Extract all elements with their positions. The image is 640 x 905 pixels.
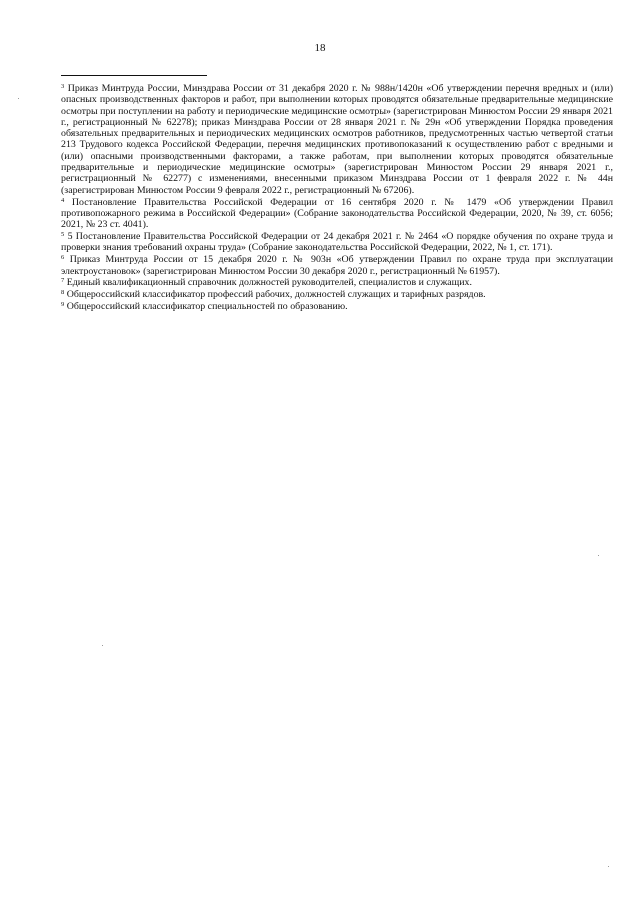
footnote-5 [61, 231, 613, 254]
footnote-9 [61, 301, 613, 312]
footnote-marker: 6 [61, 254, 65, 262]
footnote-text: Общероссийский классификатор профессий рабочих, должностей служащих и тарифных разрядов. [66, 289, 486, 301]
footnote-text: Единый квалификационный справочник должностей руководителей, специалистов и служащих. [66, 277, 472, 289]
scan-speck [102, 645, 103, 646]
footnote-7 [61, 277, 613, 288]
footnote-8 [61, 289, 613, 300]
scan-speck [608, 866, 609, 867]
footnote-text: Приказ Минтруда России от 15 декабря 2020 г. № 903н «Об утверждении Правил по охране труда при эксплуатации электроустановок» (зарегистрирован Минюстом России 30 декабря 2020 г., регистрационный № 61957). [61, 254, 614, 277]
footnote-marker: 5 [61, 231, 65, 239]
footnote-3 [61, 83, 613, 196]
footnote-6 [61, 254, 613, 277]
footnote-marker: 4 [61, 196, 65, 204]
footnote-4 [61, 197, 613, 231]
page-number: 18 [314, 42, 326, 54]
footnote-marker: 9 [61, 301, 65, 309]
footnote-separator [61, 75, 207, 76]
footnote-text: Постановление Правительства Российской Федерации от 16 сентября 2020 г. № 1479 «Об утверждении Правил противопожарного режима в Российской Федерации» (Собрание законодательства Российской Федерации, 2020, № 39, ст. 6056; 2021, № 23 ст. 4041). [61, 196, 613, 231]
footnote-text: Приказ Минтруда России, Минздрава России от 31 декабря 2020 г. № 988н/1420н «Об утверждении перечня вредных и (или) опасных производственных факторов и работ, при выполнении которых проводятся обязательные предварительные медицинские осмотры при поступлении на работу и периодические медицинские осмотры» (зарегистрирован Минюстом России 29 января 2021 г., регистрационный № 62278); приказ Минздрава России от 28 января 2021 г. № 29н «Об утверждении Порядка проведения обязательных предварительных и периодических медицинских осмотров работников, предусмотренных частью четвертой статьи 213 Трудового кодекса Российской Федерации, перечня медицинских противопоказаний к осуществлению работ с вредными и (или) опасными производственными факторами, а также работам, при выполнении которых проводятся обязательные предварительные и периодические медицинские осмотры» (зарегистрирован Минюстом России 29 января 2021 г., регистрационный № 62277) с изменениями, внесенными приказом Минздрава России от 1 февраля 2022 г. № 44н (зарегистрирован Минюстом России 9 февраля 2022 г., регистрационный № 67206). [61, 83, 614, 196]
footnote-marker: 7 [61, 277, 65, 285]
footnote-text: Общероссийский классификатор специальностей по образованию. [66, 301, 348, 313]
footnote-marker: 3 [61, 83, 65, 90]
footnote-marker: 8 [61, 289, 65, 297]
footnotes-block [61, 83, 613, 313]
scan-speck [18, 98, 19, 99]
scan-speck [598, 555, 599, 556]
footnote-text: 5 Постановление Правительства Российской Федерации от 24 декабря 2021 г. № 2464 «О порядке обучения по охране труда и проверки знания требований охраны труда» (Собрание законодательства Российской Федерации, 2022, № 1, ст. 171). [61, 231, 614, 254]
